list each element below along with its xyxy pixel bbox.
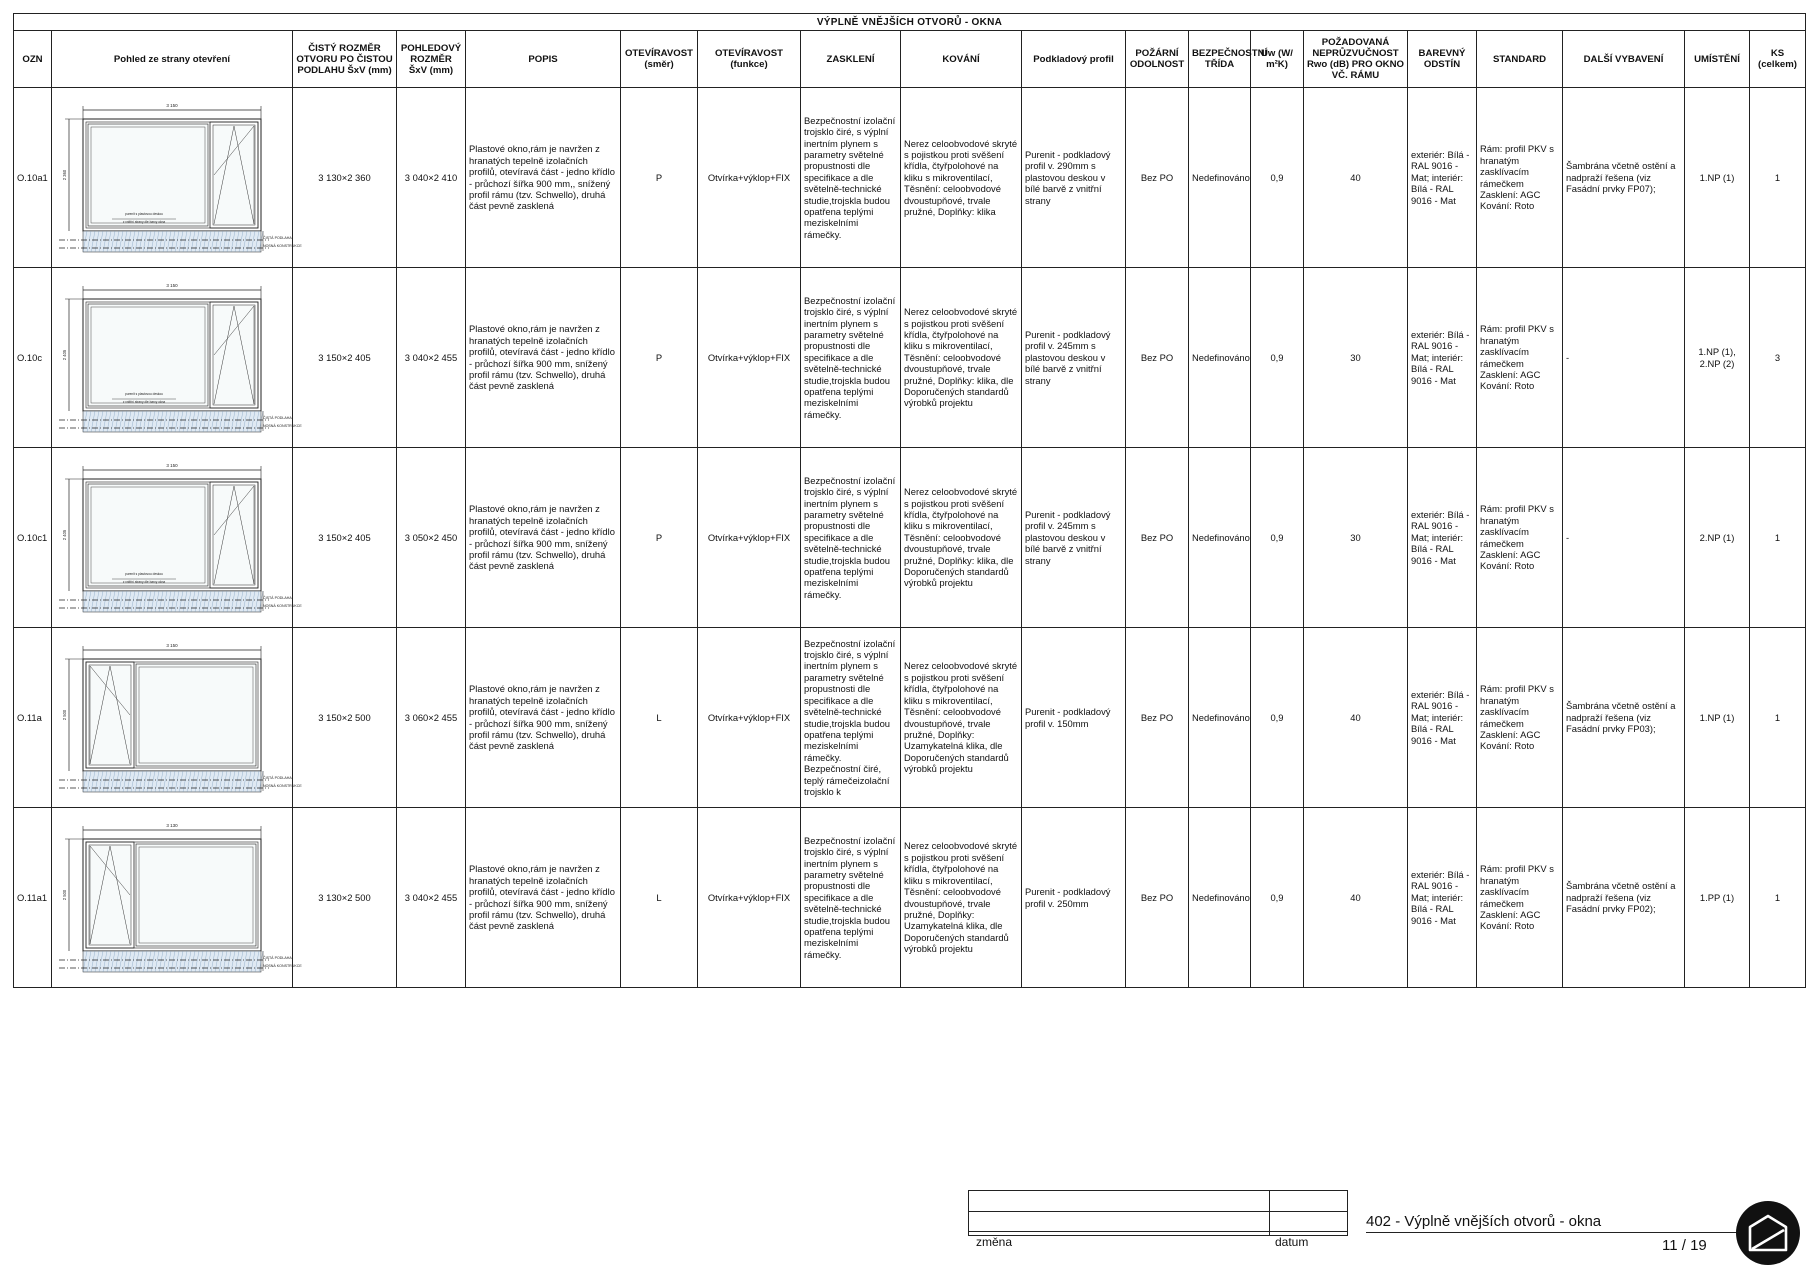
count-cell: 1	[1750, 448, 1806, 628]
header-row	[14, 31, 1806, 88]
window-elevation-drawing	[55, 90, 302, 265]
equipment-cell: Šambrána včetně ostění a nadpraží řešena (viz Fasádní prvky FP07);	[1563, 88, 1685, 268]
column-header: Podkladový profil	[1022, 31, 1126, 88]
uw-value-cell: 0,9	[1251, 808, 1304, 988]
sill-note-line2: z vnitřní strany dle barvy okna	[122, 580, 166, 584]
description-cell: Plastové okno,rám je navržen z hranatých tepelně izolačních profilů, otevíravá část - jedno křídlo - průchozí šířka 900 mm, snížený profil rámu (tzv. Schwello), druhá část pevně zasklená	[466, 628, 621, 808]
glazing-cell: Bezpečnostní izolační trojsklo čiré, s výplní inertním plynem s parametry světelné propustnosti dle specifikace a dle světelně-technické studie,trojskla budou opatřena teplými meziskelními rámečky.	[801, 808, 901, 988]
opening-direction-cell: L	[621, 808, 698, 988]
sill-note-line1: purenit s plastovou deskou	[125, 392, 163, 396]
sill-note-line1: purenit s plastovou deskou	[125, 212, 163, 216]
structure-label: NOSNÁ KONSTRUKCE	[263, 964, 302, 968]
location-cell: 2.NP (1)	[1685, 448, 1750, 628]
table-row	[14, 628, 1806, 808]
column-header: ZASKLENÍ	[801, 31, 901, 88]
width-dimension-label: 3 150	[166, 283, 178, 288]
width-dimension-label: 3 150	[166, 643, 178, 648]
glazing-cell: Bezpečnostní izolační trojsklo čiré, s výplní inertním plynem s parametry světelné propustnosti dle specifikace a dle světelně-technické studie,trojskla budou opatřena teplými meziskelními rámečky.	[801, 268, 901, 448]
base-profile-cell: Purenit - podkladový profil v. 290mm s plastovou deskou v bílé barvě z vnitřní strany	[1022, 88, 1126, 268]
fire-resistance-cell: Bez PO	[1126, 88, 1189, 268]
window-drawing-cell	[52, 448, 302, 628]
table-title: VÝPLNĚ VNĚJŠÍCH OTVORŮ - OKNA	[14, 14, 1806, 31]
standard-cell: Rám: profil PKV s hranatým zasklívacím rámečkem Zasklení: AGC Kování: Roto	[1477, 88, 1563, 268]
column-header: POPIS	[466, 31, 621, 88]
column-header: POHLEDOVÝ ROZMĚR ŠxV (mm)	[397, 31, 466, 88]
description-cell: Plastové okno,rám je navržen z hranatých tepelně izolačních profilů, otevíravá část - jedno křídlo - průchozí šířka 900 mm,, snížený profil rámu (tzv. Schwello), druhá část pevně zasklená	[466, 88, 621, 268]
base-profile-cell: Purenit - podkladový profil v. 245mm s plastovou deskou v bílé barvě z vnitřní strany	[1022, 448, 1126, 628]
count-cell: 1	[1750, 88, 1806, 268]
height-dimension-label: 2 360	[62, 169, 67, 181]
page-total: 19	[1690, 1237, 1707, 1254]
column-header: BEZPEČNOSTNÍ TŘÍDA	[1189, 31, 1251, 88]
clear-size-cell: 3 150×2 405	[293, 268, 397, 448]
description-cell: Plastové okno,rám je navržen z hranatých tepelně izolačních profilů, otevíravá část - jedno křídlo - průchozí šířka 900 mm, snížený profil rámu (tzv. Schwello), druhá část pevně zasklená	[466, 268, 621, 448]
width-dimension-label: 3 150	[166, 463, 178, 468]
description-cell: Plastové okno,rám je navržen z hranatých tepelně izolačních profilů, otevíravá část - jedno křídlo - průchozí šířka 900 mm, snížený profil rámu (tzv. Schwello), druhá část pevně zasklená	[466, 808, 621, 988]
standard-cell: Rám: profil PKV s hranatým zasklívacím rámečkem Zasklení: AGC Kování: Roto	[1477, 808, 1563, 988]
clear-size-cell: 3 150×2 405	[293, 448, 397, 628]
page-current: 11	[1662, 1237, 1678, 1254]
hardware-cell: Nerez celoobvodové skryté s pojistkou proti svěšení křídla, čtyřpolohové na kliku s mikroventilací, Těsnění: celoobvodové dvoustupňové, trvale pružné, Doplňky: Uzamykatelná klika, dle Doporučených standardů výrobků projektu	[901, 628, 1022, 808]
uw-value-cell: 0,9	[1251, 88, 1304, 268]
opening-direction-cell: P	[621, 268, 698, 448]
opening-function-cell: Otvírka+výklop+FIX	[698, 88, 801, 268]
ozn-cell: O.10a1	[14, 88, 52, 268]
count-cell: 1	[1750, 628, 1806, 808]
clear-size-cell: 3 130×2 360	[293, 88, 397, 268]
standard-cell: Rám: profil PKV s hranatým zasklívacím rámečkem Zasklení: AGC Kování: Roto	[1477, 268, 1563, 448]
floor-label: ČISTÁ PODLAHA	[263, 236, 292, 240]
location-cell: 1.NP (1), 2.NP (2)	[1685, 268, 1750, 448]
glazing-cell: Bezpečnostní izolační trojsklo čiré, s výplní inertním plynem s parametry světelné propustnosti dle specifikace a dle světelně-technické studie,trojskla budou opatřena teplými meziskelními rámečky.	[801, 88, 901, 268]
floor-label: ČISTÁ PODLAHA	[263, 956, 292, 960]
zmena-label: změna	[976, 1235, 1013, 1249]
hardware-cell: Nerez celoobvodové skryté s pojistkou proti svěšení křídla, čtyřpolohové na kliku s mikroventilací, Těsnění: celoobvodové dvoustupňové, trvale pružné, Doplňky: klika	[901, 88, 1022, 268]
window-drawing-cell	[52, 268, 302, 448]
count-cell: 1	[1750, 808, 1806, 988]
title-underline	[1366, 1232, 1746, 1233]
floor-label: ČISTÁ PODLAHA	[263, 416, 292, 420]
visible-size-cell: 3 040×2 410	[397, 88, 466, 268]
sound-insulation-cell: 40	[1304, 808, 1408, 988]
height-dimension-label: 2 405	[62, 529, 67, 541]
base-profile-cell: Purenit - podkladový profil v. 250mm	[1022, 808, 1126, 988]
structure-label: NOSNÁ KONSTRUKCE	[263, 784, 302, 788]
hardware-cell: Nerez celoobvodové skryté s pojistkou proti svěšení křídla, čtyřpolohové na kliku s mikroventilací, Těsnění: celoobvodové dvoustupňové, trvale pružné, Doplňky: klika, dle Doporučených standardů výrobků projektu	[901, 448, 1022, 628]
table-row	[14, 808, 1806, 988]
column-header: ČISTÝ ROZMĚR OTVORU PO ČISTOU PODLAHU ŠxV (mm)	[293, 31, 397, 88]
window-elevation-drawing	[55, 450, 302, 625]
opening-function-cell: Otvírka+výklop+FIX	[698, 808, 801, 988]
column-header: KS (celkem)	[1750, 31, 1806, 88]
location-cell: 1.NP (1)	[1685, 88, 1750, 268]
column-header: BAREVNÝ ODSTÍN	[1408, 31, 1477, 88]
column-header: POŽADOVANÁ NEPRŮZVUČNOST Rwo (dB) PRO OKNO VČ. RÁMU	[1304, 31, 1408, 88]
color-shade-cell: exteriér: Bílá - RAL 9016 - Mat; interiér: Bílá - RAL 9016 - Mat	[1408, 808, 1477, 988]
equipment-cell: -	[1563, 268, 1685, 448]
equipment-cell: Šambrána včetně ostění a nadpraží řešena (viz Fasádní prvky FP02);	[1563, 808, 1685, 988]
equipment-cell: Šambrána včetně ostění a nadpraží řešena (viz Fasádní prvky FP03);	[1563, 628, 1685, 808]
fire-resistance-cell: Bez PO	[1126, 808, 1189, 988]
opening-direction-cell: L	[621, 628, 698, 808]
ozn-cell: O.10c1	[14, 448, 52, 628]
opening-function-cell: Otvírka+výklop+FIX	[698, 268, 801, 448]
structure-label: NOSNÁ KONSTRUKCE	[263, 604, 302, 608]
location-cell: 1.NP (1)	[1685, 628, 1750, 808]
floor-label: ČISTÁ PODLAHA	[263, 596, 292, 600]
color-shade-cell: exteriér: Bílá - RAL 9016 - Mat; interiér: Bílá - RAL 9016 - Mat	[1408, 88, 1477, 268]
security-class-cell: Nedefinováno	[1189, 88, 1251, 268]
sill-note-line2: z vnitřní strany dle barvy okna	[122, 220, 166, 224]
structure-label: NOSNÁ KONSTRUKCE	[263, 424, 302, 428]
count-cell: 3	[1750, 268, 1806, 448]
table-row	[14, 88, 1806, 268]
clear-size-cell: 3 150×2 500	[293, 628, 397, 808]
column-header: UMÍSTĚNÍ	[1685, 31, 1750, 88]
width-dimension-label: 3 130	[166, 823, 178, 828]
sill-note-line1: purenit s plastovou deskou	[125, 572, 163, 576]
sound-insulation-cell: 30	[1304, 448, 1408, 628]
sill-note-line2: z vnitřní strany dle barvy okna	[122, 400, 166, 404]
height-dimension-label: 2 405	[62, 349, 67, 361]
security-class-cell: Nedefinováno	[1189, 268, 1251, 448]
opening-direction-cell: P	[621, 88, 698, 268]
column-header: OTEVÍRAVOST (funkce)	[698, 31, 801, 88]
uw-value-cell: 0,9	[1251, 628, 1304, 808]
color-shade-cell: exteriér: Bílá - RAL 9016 - Mat; interiér: Bílá - RAL 9016 - Mat	[1408, 268, 1477, 448]
column-header: POŽÁRNÍ ODOLNOST	[1126, 31, 1189, 88]
window-drawing-cell	[52, 808, 302, 988]
page-separator: /	[1681, 1237, 1686, 1254]
equipment-cell: -	[1563, 448, 1685, 628]
sound-insulation-cell: 30	[1304, 268, 1408, 448]
standard-cell: Rám: profil PKV s hranatým zasklívacím rámečkem Zasklení: AGC Kování: Roto	[1477, 628, 1563, 808]
ozn-cell: O.11a1	[14, 808, 52, 988]
fire-resistance-cell: Bez PO	[1126, 448, 1189, 628]
ozn-cell: O.11a	[14, 628, 52, 808]
description-cell: Plastové okno,rám je navržen z hranatých tepelně izolačních profilů, otevíravá část - jedno křídlo - průchozí šířka 900 mm, snížený profil rámu (tzv. Schwello), druhá část pevně zasklená	[466, 448, 621, 628]
opening-function-cell: Otvírka+výklop+FIX	[698, 448, 801, 628]
visible-size-cell: 3 040×2 455	[397, 808, 466, 988]
floor-label: ČISTÁ PODLAHA	[263, 776, 292, 780]
table-body	[14, 88, 1806, 988]
hardware-cell: Nerez celoobvodové skryté s pojistkou proti svěšení křídla, čtyřpolohové na kliku s mikroventilací, Těsnění: celoobvodové dvoustupňové, trvale pružné, Doplňky: klika, dle Doporučených standardů výrobků projektu	[901, 268, 1022, 448]
column-header: Uw (W/ m²K)	[1251, 31, 1304, 88]
window-elevation-drawing	[55, 270, 302, 445]
uw-value-cell: 0,9	[1251, 448, 1304, 628]
structure-label: NOSNÁ KONSTRUKCE	[263, 244, 302, 248]
revision-block	[968, 1190, 1348, 1236]
hardware-cell: Nerez celoobvodové skryté s pojistkou proti svěšení křídla, čtyřpolohové na kliku s mikroventilací, Těsnění: celoobvodové dvoustupňové, trvale pružné, Doplňky: Uzamykatelná klika, dle Doporučených standardů výrobků projektu	[901, 808, 1022, 988]
page-number	[1662, 1237, 1707, 1254]
window-drawing-cell	[52, 628, 302, 808]
column-header: OZN	[14, 31, 52, 88]
base-profile-cell: Purenit - podkladový profil v. 245mm s plastovou deskou v bílé barvě z vnitřní strany	[1022, 268, 1126, 448]
ozn-cell: O.10c	[14, 268, 52, 448]
opening-function-cell: Otvírka+výklop+FIX	[698, 628, 801, 808]
security-class-cell: Nedefinováno	[1189, 448, 1251, 628]
house-outline-logo-icon	[1735, 1200, 1801, 1266]
table-row	[14, 448, 1806, 628]
sound-insulation-cell: 40	[1304, 628, 1408, 808]
sheet-title: 402 - Výplně vnějších otvorů - okna	[1366, 1213, 1602, 1230]
column-header: OTEVÍRAVOST (směr)	[621, 31, 698, 88]
visible-size-cell: 3 060×2 455	[397, 628, 466, 808]
security-class-cell: Nedefinováno	[1189, 808, 1251, 988]
height-dimension-label: 2 500	[62, 709, 67, 721]
color-shade-cell: exteriér: Bílá - RAL 9016 - Mat; interiér: Bílá - RAL 9016 - Mat	[1408, 628, 1477, 808]
column-header: Pohled ze strany otevření	[52, 31, 293, 88]
fire-resistance-cell: Bez PO	[1126, 628, 1189, 808]
window-elevation-drawing	[55, 630, 302, 805]
datum-label: datum	[1275, 1235, 1309, 1249]
standard-cell: Rám: profil PKV s hranatým zasklívacím rámečkem Zasklení: AGC Kování: Roto	[1477, 448, 1563, 628]
windows-spec-table	[13, 13, 1806, 988]
window-elevation-drawing	[55, 810, 302, 985]
visible-size-cell: 3 040×2 455	[397, 268, 466, 448]
height-dimension-label: 2 500	[62, 889, 67, 901]
table-row	[14, 268, 1806, 448]
uw-value-cell: 0,9	[1251, 268, 1304, 448]
glazing-cell: Bezpečnostní izolační trojsklo čiré, s výplní inertním plynem s parametry světelné propustnosti dle specifikace a dle světelně-technické studie,trojskla budou opatřena teplými meziskelními rámečky. Bezpečnostní čiré, teplý rámečeizolační trojsklo k	[801, 628, 901, 808]
opening-direction-cell: P	[621, 448, 698, 628]
glazing-cell: Bezpečnostní izolační trojsklo čiré, s výplní inertním plynem s parametry světelné propustnosti dle specifikace a dle světelně-technické studie,trojskla budou opatřena teplými meziskelními rámečky.	[801, 448, 901, 628]
visible-size-cell: 3 050×2 450	[397, 448, 466, 628]
column-header: DALŠÍ VYBAVENÍ	[1563, 31, 1685, 88]
window-drawing-cell	[52, 88, 302, 268]
location-cell: 1.PP (1)	[1685, 808, 1750, 988]
width-dimension-label: 3 150	[166, 103, 178, 108]
spec-sheet	[13, 13, 1805, 988]
column-header: STANDARD	[1477, 31, 1563, 88]
fire-resistance-cell: Bez PO	[1126, 268, 1189, 448]
sound-insulation-cell: 40	[1304, 88, 1408, 268]
column-header: KOVÁNÍ	[901, 31, 1022, 88]
color-shade-cell: exteriér: Bílá - RAL 9016 - Mat; interiér: Bílá - RAL 9016 - Mat	[1408, 448, 1477, 628]
base-profile-cell: Purenit - podkladový profil v. 150mm	[1022, 628, 1126, 808]
clear-size-cell: 3 130×2 500	[293, 808, 397, 988]
security-class-cell: Nedefinováno	[1189, 628, 1251, 808]
